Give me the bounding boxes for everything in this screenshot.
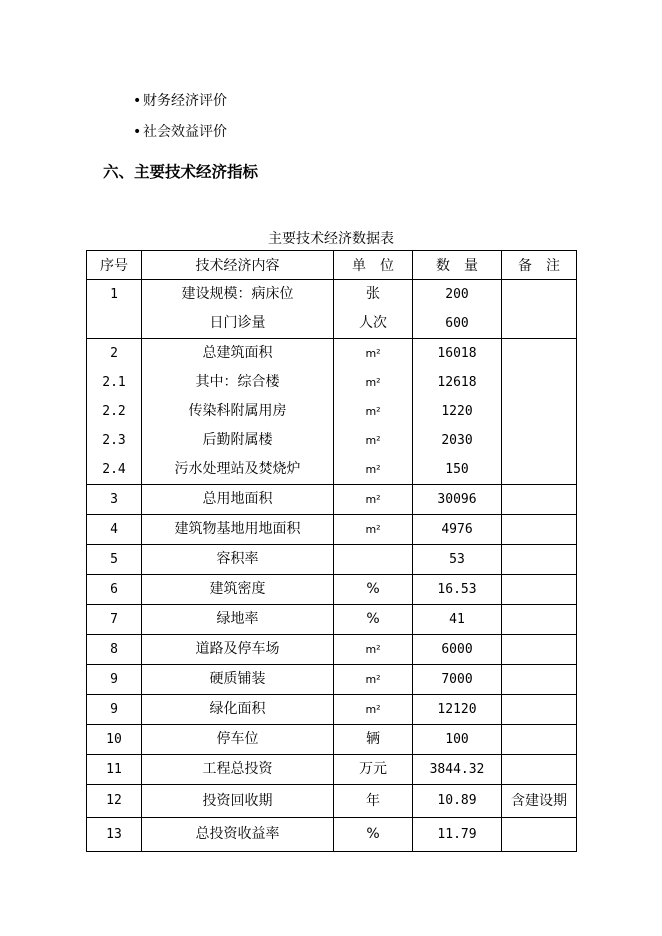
cell-content-line: 投资回收期: [202, 793, 273, 809]
cell-qty: [413, 785, 502, 818]
cell-seq: [87, 755, 142, 785]
header-note: 备 注: [502, 251, 577, 280]
cell-unit: [334, 515, 413, 545]
table-row: [87, 818, 577, 852]
cell-content-line: 容积率: [216, 551, 259, 567]
cell-note-line: [502, 575, 576, 604]
cell-qty-line: 3844.32: [429, 762, 485, 777]
cell-qty-line: 200: [445, 287, 469, 302]
cell-qty: [413, 545, 502, 575]
cell-content: [142, 635, 334, 665]
table-row: [87, 280, 577, 339]
cell-note-line: [502, 605, 576, 634]
cell-note: [502, 485, 577, 515]
section-heading: 六、主要技术经济指标: [103, 163, 259, 181]
cell-seq-line: 10: [106, 732, 122, 747]
cell-seq: [87, 785, 142, 818]
cell-unit-line: 人次: [359, 315, 387, 331]
cell-content-line: 其中：综合楼: [195, 374, 280, 390]
cell-seq-line: 9: [110, 672, 118, 687]
cell-unit: [334, 695, 413, 725]
cell-content: [142, 605, 334, 635]
cell-unit-line: 张: [366, 286, 380, 302]
cell-qty: [413, 695, 502, 725]
cell-unit-line: m²: [365, 376, 381, 389]
cell-unit-line: 万元: [359, 761, 387, 777]
table-header-row: [87, 251, 577, 280]
table-body: [87, 280, 577, 852]
cell-qty-line: 12120: [437, 702, 477, 717]
cell-unit: [334, 280, 413, 339]
cell-note: [502, 575, 577, 605]
cell-content-line: 传染科附属用房: [188, 403, 287, 419]
cell-note-line: [502, 755, 576, 784]
cell-content-line: 总投资收益率: [195, 826, 280, 842]
cell-qty-line: 600: [445, 316, 469, 331]
cell-qty-line: 12618: [437, 375, 477, 390]
cell-seq-line: 2: [110, 346, 118, 361]
cell-note-line: [502, 635, 576, 664]
cell-content: [142, 695, 334, 725]
cell-unit-line: %: [366, 826, 380, 842]
table-row: [87, 545, 577, 575]
cell-qty-line: 6000: [441, 642, 473, 657]
cell-content: [142, 339, 334, 485]
cell-qty-line: 1220: [441, 404, 473, 419]
table-row: [87, 695, 577, 725]
cell-unit: [334, 605, 413, 635]
cell-seq-line: 2.1: [102, 375, 126, 390]
table-row: [87, 515, 577, 545]
cell-note-line: [502, 545, 576, 574]
cell-qty: [413, 818, 502, 852]
table-row: [87, 785, 577, 818]
cell-content-line: 建筑密度: [209, 581, 266, 597]
cell-qty-line: 7000: [441, 672, 473, 687]
cell-seq-line: 1: [110, 287, 118, 302]
cell-note: [502, 665, 577, 695]
cell-qty-line: 2030: [441, 433, 473, 448]
cell-content-line: 工程总投资: [202, 761, 273, 777]
cell-note: [502, 515, 577, 545]
cell-content-line: 总用地面积: [202, 491, 273, 507]
cell-qty: [413, 665, 502, 695]
bullet-item: [133, 121, 227, 141]
cell-content-line: 建筑物基地用地面积: [174, 521, 301, 537]
cell-seq-line: 3: [110, 492, 118, 507]
cell-unit-line: [334, 545, 412, 574]
table-row: [87, 339, 577, 485]
cell-note: [502, 635, 577, 665]
cell-seq: [87, 818, 142, 852]
cell-unit: [334, 818, 413, 852]
bullet-text: 社会效益评价: [143, 124, 227, 140]
bullet-dot-icon: •: [133, 93, 142, 109]
cell-content: [142, 665, 334, 695]
cell-qty-line: 16018: [437, 346, 477, 361]
cell-qty: [413, 339, 502, 485]
cell-unit: [334, 545, 413, 575]
cell-content: [142, 755, 334, 785]
cell-note: [502, 280, 577, 339]
cell-unit-line: m²: [365, 493, 381, 506]
cell-seq: [87, 665, 142, 695]
cell-content: [142, 785, 334, 818]
cell-qty: [413, 635, 502, 665]
cell-seq-line: 2.4: [102, 462, 126, 477]
cell-content: [142, 545, 334, 575]
cell-unit: [334, 725, 413, 755]
tech-econ-table: [86, 250, 577, 852]
cell-content-line: 污水处理站及焚烧炉: [174, 461, 301, 477]
cell-content: [142, 485, 334, 515]
cell-content: [142, 575, 334, 605]
cell-unit: [334, 665, 413, 695]
cell-seq: [87, 545, 142, 575]
cell-unit: [334, 485, 413, 515]
table-row: [87, 575, 577, 605]
cell-note-line: [502, 485, 576, 514]
cell-qty: [413, 485, 502, 515]
cell-seq-line: [87, 309, 141, 338]
cell-seq-line: 12: [106, 793, 122, 808]
cell-seq: [87, 695, 142, 725]
cell-qty-line: 11.79: [437, 827, 477, 842]
cell-unit: [334, 635, 413, 665]
cell-qty-line: 150: [445, 462, 469, 477]
cell-qty-line: 4976: [441, 522, 473, 537]
cell-note-line: [502, 515, 576, 544]
cell-content-line: 道路及停车场: [195, 641, 280, 657]
cell-unit-line: 年: [366, 793, 380, 809]
cell-note: [502, 605, 577, 635]
table-row: [87, 605, 577, 635]
cell-seq: [87, 339, 142, 485]
cell-seq-line: 2.2: [102, 404, 126, 419]
header-content: 技术经济内容: [142, 251, 334, 280]
cell-qty: [413, 575, 502, 605]
cell-content-line: 后勤附属楼: [202, 432, 273, 448]
cell-seq-line: 2.3: [102, 433, 126, 448]
cell-seq: [87, 515, 142, 545]
bullet-item: [133, 90, 227, 110]
cell-qty-line: 16.53: [437, 582, 477, 597]
cell-unit-line: %: [366, 611, 380, 627]
cell-note: [502, 755, 577, 785]
cell-unit: [334, 575, 413, 605]
cell-content-line: 总建筑面积: [202, 345, 273, 361]
cell-unit-line: m²: [365, 703, 381, 716]
cell-unit-line: m²: [365, 434, 381, 447]
cell-unit: [334, 785, 413, 818]
cell-qty: [413, 605, 502, 635]
cell-unit-line: %: [366, 581, 380, 597]
cell-qty-line: 53: [449, 552, 465, 567]
cell-note: [502, 695, 577, 725]
cell-seq-line: 4: [110, 522, 118, 537]
cell-note-line: [502, 725, 576, 754]
cell-content: [142, 515, 334, 545]
cell-unit: [334, 755, 413, 785]
cell-unit-line: 辆: [366, 731, 380, 747]
cell-seq-line: 9: [110, 702, 118, 717]
cell-qty: [413, 725, 502, 755]
table-row: [87, 635, 577, 665]
cell-content-line: 绿地率: [216, 611, 259, 627]
cell-unit-line: m²: [365, 523, 381, 536]
cell-qty: [413, 280, 502, 339]
cell-note: [502, 725, 577, 755]
cell-seq-line: 8: [110, 642, 118, 657]
cell-unit-line: m²: [365, 347, 381, 360]
cell-note: [502, 545, 577, 575]
cell-content: [142, 818, 334, 852]
cell-note-line: [502, 280, 576, 309]
header-seq: 序号: [87, 251, 142, 280]
cell-content: [142, 280, 334, 339]
cell-note: [502, 818, 577, 852]
cell-content-line: 建设规模：病床位: [181, 286, 294, 302]
cell-qty: [413, 515, 502, 545]
header-unit: 单 位: [334, 251, 413, 280]
cell-content-line: 停车位: [216, 731, 259, 747]
cell-qty-line: 100: [445, 732, 469, 747]
cell-seq: [87, 485, 142, 515]
cell-seq: [87, 725, 142, 755]
cell-seq-line: 11: [106, 762, 122, 777]
cell-content: [142, 725, 334, 755]
bullet-text: 财务经济评价: [143, 93, 227, 109]
cell-seq-line: 5: [110, 552, 118, 567]
cell-seq: [87, 605, 142, 635]
header-qty: 数 量: [413, 251, 502, 280]
cell-seq-line: 13: [106, 827, 122, 842]
cell-seq-line: 7: [110, 612, 118, 627]
cell-content-line: 日门诊量: [209, 315, 266, 331]
cell-qty-line: 30096: [437, 492, 477, 507]
bullet-dot-icon: •: [133, 124, 142, 140]
table-row: [87, 665, 577, 695]
cell-note: [502, 339, 577, 485]
cell-content-line: 硬质铺装: [209, 671, 266, 687]
cell-note-line: [502, 695, 576, 724]
table-row: [87, 725, 577, 755]
cell-seq: [87, 575, 142, 605]
table-row: [87, 755, 577, 785]
cell-qty-line: 41: [449, 612, 465, 627]
cell-note-line: [502, 818, 576, 851]
cell-note-line: [502, 665, 576, 694]
cell-qty: [413, 755, 502, 785]
cell-unit: [334, 339, 413, 485]
cell-content-line: 绿化面积: [209, 701, 266, 717]
cell-unit-line: m²: [365, 643, 381, 656]
cell-unit-line: m²: [365, 405, 381, 418]
table-row: [87, 485, 577, 515]
cell-seq: [87, 280, 142, 339]
cell-note-line: 含建设期: [511, 793, 567, 809]
cell-unit-line: m²: [365, 463, 381, 476]
cell-qty-line: 10.89: [437, 793, 477, 808]
cell-note: [502, 785, 577, 818]
cell-note-line: [502, 339, 576, 368]
table-caption: 主要技术经济数据表: [268, 231, 394, 247]
cell-unit-line: m²: [365, 673, 381, 686]
cell-seq: [87, 635, 142, 665]
cell-seq-line: 6: [110, 582, 118, 597]
